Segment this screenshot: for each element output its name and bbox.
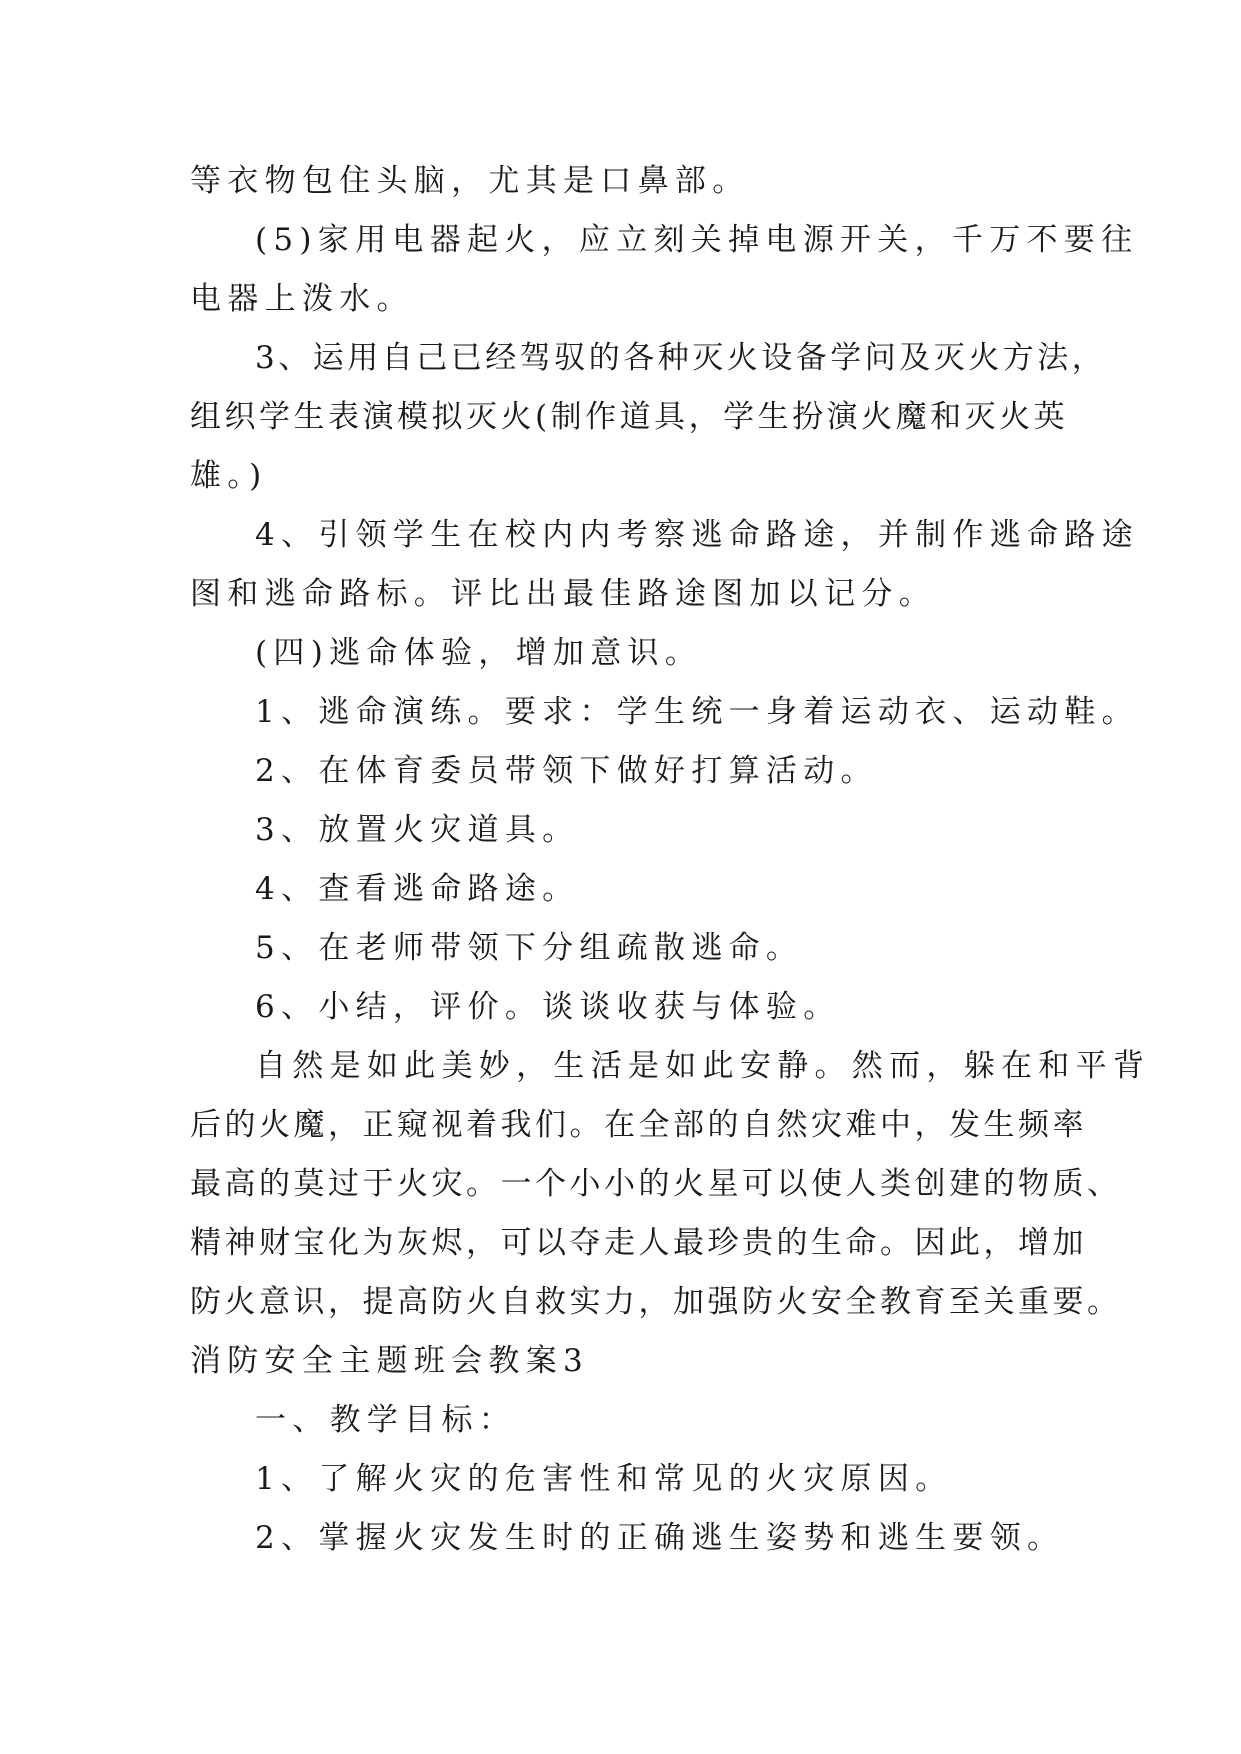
paragraph-line: 3、运用自己已经驾驭的各种灭火设备学问及灭火方法， <box>255 340 1107 376</box>
list-item: 5、在老师带领下分组疏散逃命。 <box>255 930 804 966</box>
list-item: 2、掌握火灾发生时的正确逃生姿势和逃生要领。 <box>255 1520 1065 1556</box>
paragraph-line: 自然是如此美妙，生活是如此安静。然而，躲在和平背 <box>255 1048 1151 1084</box>
section-heading: (四)逃命体验，增加意识。 <box>255 635 703 671</box>
paragraph-line: 后的火魔，正窥视着我们。在全部的自然灾难中，发生频率 <box>190 1107 1087 1143</box>
list-item: 1、了解火灾的危害性和常见的火灾原因。 <box>255 1461 953 1497</box>
paragraph-line: 电器上泼水。 <box>190 281 414 317</box>
paragraph-line: 最高的莫过于火灾。一个小小的火星可以使人类创建的物质、 <box>190 1166 1122 1202</box>
document-title: 消防安全主题班会教案3 <box>190 1343 590 1379</box>
list-item: 3、放置火灾道具。 <box>255 812 580 848</box>
paragraph-line: 防火意识，提高防火自救实力，加强防火安全教育至关重要。 <box>190 1284 1122 1320</box>
paragraph-line: 4、引领学生在校内内考察逃命路途，并制作逃命路途 <box>255 517 1139 553</box>
paragraph-line: 精神财宝化为灰烬，可以夺走人最珍贵的生命。因此，增加 <box>190 1225 1087 1261</box>
list-item: 6、小结，评价。谈谈收获与体验。 <box>255 989 841 1025</box>
list-item: 2、在体育委员带领下做好打算活动。 <box>255 753 878 789</box>
section-heading: 一、教学目标： <box>255 1402 517 1438</box>
paragraph-line: (5)家用电器起火，应立刻关掉电源开关，千万不要往 <box>255 222 1139 258</box>
list-item: 1、逃命演练。要求：学生统一身着运动衣、运动鞋。 <box>255 694 1139 730</box>
paragraph-line: 图和逃命路标。评比出最佳路途图加以记分。 <box>190 576 936 612</box>
paragraph-line: 组织学生表演模拟灭火(制作道具，学生扮演火魔和灭火英 <box>190 399 1069 435</box>
paragraph-line: 等衣物包住头脑，尤其是口鼻部。 <box>190 163 750 199</box>
paragraph-line: 雄。) <box>190 458 268 494</box>
list-item: 4、查看逃命路途。 <box>255 871 580 907</box>
document-body <box>190 152 1151 1568</box>
